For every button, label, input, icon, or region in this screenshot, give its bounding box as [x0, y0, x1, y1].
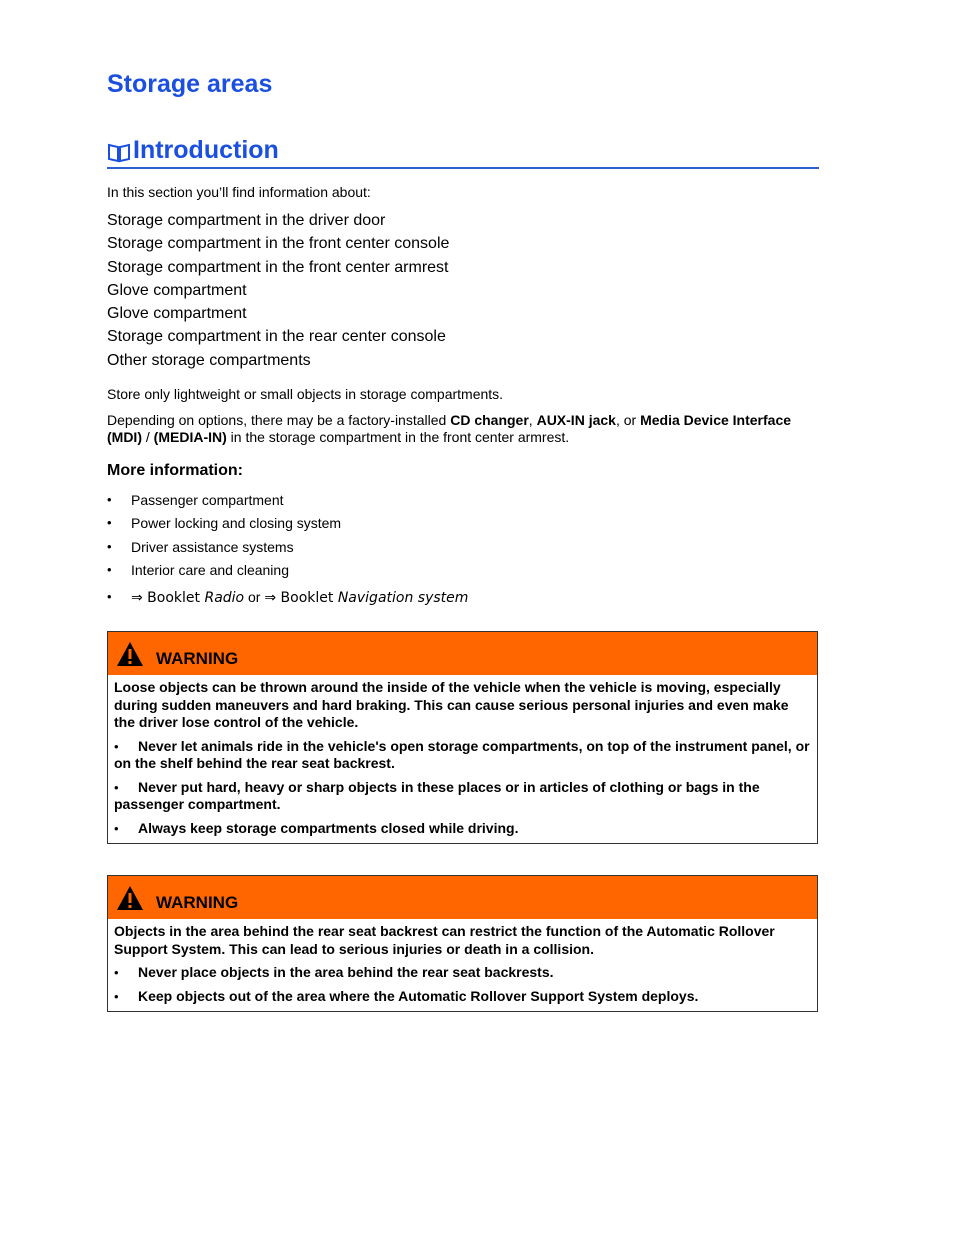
toc-link-glove-compartment-2[interactable]: Glove compartment	[107, 305, 247, 323]
bullet: •	[107, 561, 112, 577]
warning-triangle-icon	[116, 641, 144, 667]
paragraph-lightweight: Store only lightweight or small objects in storage compartments.	[107, 386, 504, 402]
toc-link-other-storage[interactable]: Other storage compartments	[107, 351, 311, 369]
list-item	[107, 537, 468, 560]
bullet: •	[107, 492, 112, 507]
para-text: Depending on options, there may be a factory-installed	[107, 412, 451, 428]
term-cd-changer: CD changer	[450, 412, 529, 428]
paragraph-options	[107, 412, 819, 446]
toc-list	[107, 209, 449, 372]
bullet: •	[114, 738, 119, 754]
list-item	[107, 513, 468, 536]
para-text: /	[142, 429, 154, 445]
warning-bullet-text: Never place objects in the area behind the rear seat backrests.	[138, 964, 554, 980]
link-booklet-navigation[interactable]: Navigation system	[337, 590, 469, 607]
warning-bullet	[114, 779, 811, 814]
warning-bullet	[114, 988, 811, 1006]
warning-bullet	[114, 738, 811, 773]
warning-body	[108, 919, 817, 1011]
warning-label: WARNING	[156, 893, 239, 912]
link-passenger-compartment[interactable]: Passenger compartment	[131, 492, 284, 508]
term-media-in: (MEDIA-IN)	[153, 429, 227, 445]
warning-bullet-text: Always keep storage compartments closed while driving.	[138, 819, 519, 836]
warning-box-loose-objects	[107, 631, 818, 844]
warning-label: WARNING	[156, 649, 239, 668]
toc-link-glove-compartment[interactable]: Glove compartment	[107, 281, 247, 299]
warning-bullet	[114, 964, 811, 982]
bullet: •	[114, 820, 119, 836]
more-info-list	[107, 490, 468, 610]
intro-text: In this section you’ll find information about:	[107, 184, 371, 200]
toc-link-rear-center-console[interactable]: Storage compartment in the rear center console	[107, 328, 446, 346]
bullet: •	[114, 988, 119, 1004]
term-mdi: Media Device Interface (MDI)	[107, 412, 792, 445]
link-booklet-radio[interactable]: Radio	[204, 590, 245, 607]
warning-text: Objects in the area behind the rear seat backrest can restrict the function of the Automatic Rollover Support System. This can lead to serious injuries or death in a collision.	[114, 923, 775, 957]
toc-link-front-center-console[interactable]: Storage compartment in the front center console	[107, 235, 450, 253]
warning-bullet-text: Never put hard, heavy or sharp objects in these places or in articles of clothing or bags in the passenger compartment.	[114, 778, 760, 812]
list-item	[107, 560, 468, 583]
warning-header	[108, 632, 817, 675]
bullet: •	[107, 538, 112, 554]
bullet: •	[107, 515, 112, 531]
page-title: Storage areas	[107, 70, 273, 98]
section-title: Introduction	[133, 136, 279, 164]
warning-header	[108, 876, 817, 919]
warning-triangle-icon	[116, 885, 144, 911]
warning-bullet-text: Keep objects out of the area where the Automatic Rollover Support System deploys.	[138, 987, 699, 1004]
warning-body	[108, 675, 817, 843]
list-item-xref	[107, 587, 468, 610]
warning-bullet-text: Never let animals ride in the vehicle's open storage compartments, on top of the instrument panel, or on the shelf behind the rear seat backrest.	[114, 737, 810, 771]
warning-bullet	[114, 820, 811, 838]
section-header	[107, 136, 819, 169]
para-text: , or	[615, 412, 641, 428]
list-item	[107, 490, 468, 513]
bullet: •	[114, 779, 119, 795]
toc-link-driver-door[interactable]: Storage compartment in the driver door	[107, 212, 386, 229]
para-text: ,	[528, 412, 537, 428]
warning-box-rollover	[107, 875, 818, 1012]
link-driver-assistance[interactable]: Driver assistance systems	[131, 538, 294, 555]
xref-arrow-text: ⇒ Booklet	[264, 590, 338, 607]
booklet-xref	[131, 587, 468, 610]
para-text: in the storage compartment in the front center armrest.	[226, 429, 570, 445]
more-info-heading: More information:	[107, 462, 243, 479]
term-aux-in: AUX-IN jack	[536, 412, 616, 428]
toc-link-front-center-armrest[interactable]: Storage compartment in the front center armrest	[107, 258, 449, 276]
link-power-locking[interactable]: Power locking and closing system	[131, 515, 342, 532]
bullet: •	[107, 589, 112, 605]
link-interior-care[interactable]: Interior care and cleaning	[131, 561, 289, 578]
xref-or: or	[244, 589, 265, 606]
warning-text: Loose objects can be thrown around the inside of the vehicle when the vehicle is moving, especially during sudden maneuvers and hard braking. This can cause serious personal injuries and even make the driver lose control of the vehicle.	[114, 679, 789, 730]
bullet: •	[114, 965, 119, 980]
open-book-icon	[107, 141, 131, 163]
xref-arrow-text: ⇒ Booklet	[131, 590, 205, 607]
